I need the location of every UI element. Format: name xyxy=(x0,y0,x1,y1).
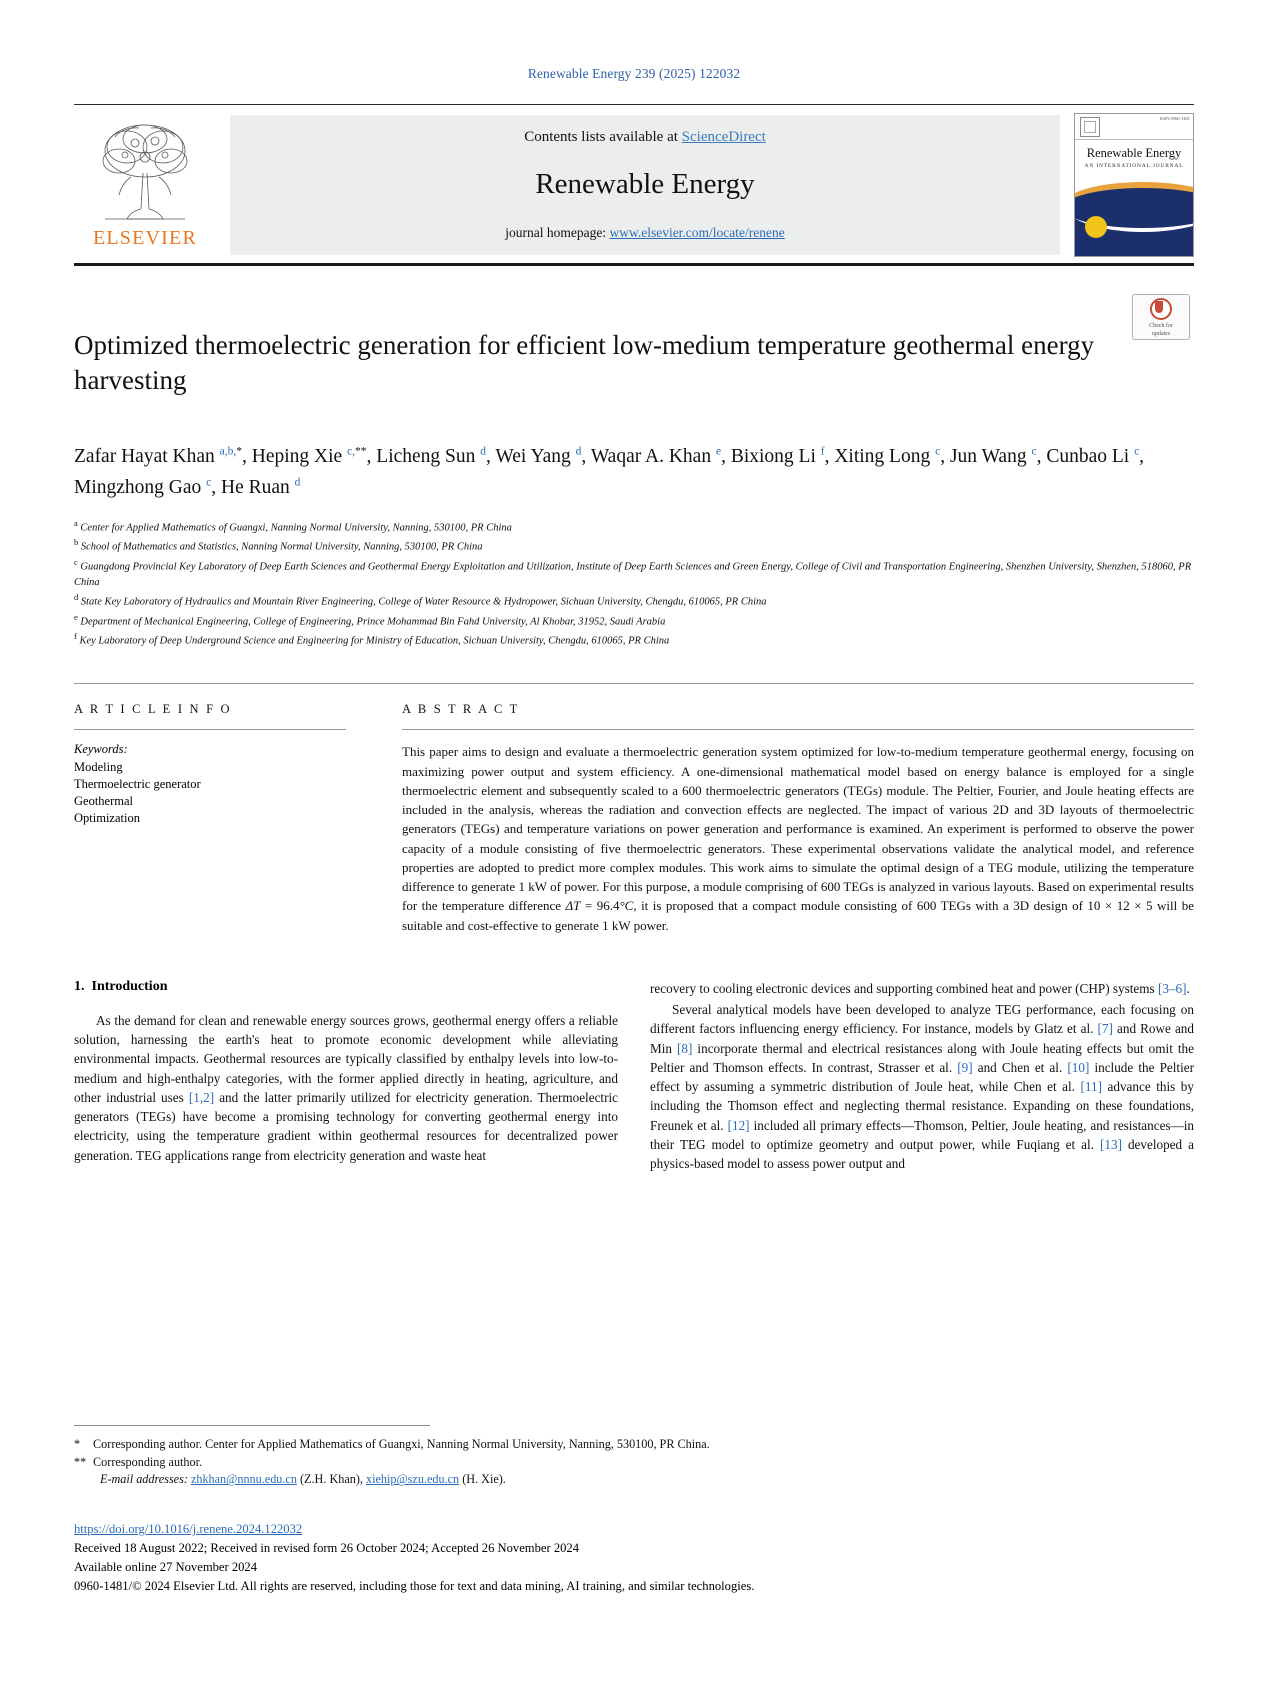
section-number: 1. xyxy=(74,978,85,994)
article-info-column xyxy=(74,702,402,934)
affiliation-label: c xyxy=(74,556,78,567)
cover-subtitle: AN INTERNATIONAL JOURNAL xyxy=(1084,163,1184,169)
footnotes xyxy=(74,1425,784,1489)
paragraph: Several analytical models have been developed to analyze TEG performance, each focusing on different factors influencing energy efficiency. For instance, models by Glatz et al. [7] and Rowe and Min [8] incorporate thermal and electrical resistances along with Joule heating effects but omit the Peltier and Thomson effects. In contrast, Strasser et al. [9] and Chen et al. [10] include the Peltier effect by assuming a symmetric distribution of Joule heat, while Chen et al. [11] advance this by including the Thomson effect and neglecting thermal resistance. Expanding on these foundations, Freunek et al. [12] included all primary effects—Thomson, Peltier, Joule heating, and resistances—in their TEG model to optimize geometry and output power, while Fuqiang et al. [13] developed a physics-based model to assess power output and xyxy=(650,1002,1195,1172)
footnote-emails xyxy=(74,1471,784,1489)
paragraph: As the demand for clean and renewable energy sources grows, geothermal energy offers a reliable solution, harnessing the earth's heat to promote economic development while alleviating environmental impacts. Geothermal resources are typically classified by enthalpy levels into low-to-medium and high-enthalpy categories, with the former applied directly in heating, agriculture, and other industrial uses [1,2] and the latter primarily utilized for electricity generation. Thermoelectric generators (TEGs) have become a promising technology for converting geothermal energy into electricity, using the temperature gradient within geothermal resources for decentralized power generation. TEG applications range from electricity generation and waste heat xyxy=(74,1012,618,1163)
keyword-item: Optimization xyxy=(74,811,140,826)
info-abstract-section xyxy=(74,683,1194,934)
affiliation-text: State Key Laboratory of Hydraulics and Mountain River Engineering, College of Water Resource & Hydropower, Sichuan University, Chengdu, 610065, PR China xyxy=(80,596,767,608)
homepage-line xyxy=(505,225,785,241)
affiliation-item xyxy=(74,556,1194,591)
body-columns xyxy=(74,979,1194,1176)
affiliation-label: a xyxy=(74,517,78,528)
affiliation-text: Department of Mechanical Engineering, College of Engineering, Prince Mohammad Bin Fahd University, Al Khobar, 31952, Saudi Arabia xyxy=(80,616,666,628)
journal-band xyxy=(230,115,1060,255)
email-label: E-mail addresses: xyxy=(100,1472,188,1487)
affiliation-text: Guangdong Provincial Key Laboratory of Deep Earth Sciences and Geothermal Energy Exploitation and Utilization, Institute of Deep Earth Sciences and Green Energy, College of Civil and Transportation Engineering, Shenzhen University, Shenzhen, 518060, PR China xyxy=(74,561,1192,589)
cover-publisher-mark-icon xyxy=(1080,117,1100,137)
elsevier-tree-icon xyxy=(85,117,205,225)
footnote-corresponding-1 xyxy=(74,1436,784,1454)
section-title: Introduction xyxy=(91,978,168,994)
cover-sun-icon xyxy=(1085,216,1107,238)
affiliation-label: d xyxy=(74,592,79,603)
body-left-column xyxy=(74,979,618,1176)
affiliation-item xyxy=(74,611,1194,630)
email-link-1[interactable]: zhkhan@nnnu.edu.cn xyxy=(190,1472,297,1487)
journal-homepage-link[interactable]: www.elsevier.com/locate/renene xyxy=(609,225,785,240)
email-owner-1: (Z.H. Khan), xyxy=(300,1472,363,1487)
journal-cover-thumbnail xyxy=(1074,113,1194,257)
email-link-2[interactable]: xiehip@szu.edu.cn xyxy=(366,1472,460,1487)
page-content xyxy=(74,0,1194,1175)
crossmark-icon xyxy=(1150,298,1172,320)
affiliation-item xyxy=(74,517,1194,536)
sciencedirect-link[interactable]: ScienceDirect xyxy=(681,129,766,145)
section-heading xyxy=(74,979,618,995)
affiliation-item xyxy=(74,630,1194,649)
keyword-item: Thermoelectric generator xyxy=(74,777,201,792)
contents-prefix: Contents lists available at xyxy=(524,129,682,145)
abstract-column xyxy=(402,702,1194,934)
keyword-item: Modeling xyxy=(74,760,123,775)
abstract-text: This paper aims to design and evaluate a thermoelectric generation system optimized for low-to-medium temperature geothermal energy, focusing on maximizing power output and system efficiency. A one-dimensional mathematical model based on energy balance is employed for a single thermoelectric element and subsequently scaled to a 600 thermoelectric generators (TEGs) module. The Peltier, Fourier, and Joule heating effects are included in the analysis, whereas the radiation and convection effects are neglected. The impact of various 2D and 3D layouts of thermoelectric generators (TEGs) and temperature variations on power generation and performance is examined. An experiment is performed to observe the power capacity of a module consisting of five thermoelectric generators. These experimental observations validate the analytical model, and reference properties are adopted to predict more complex modules. This work aims to simulate the optimal design of a TEG module, utilizing the temperature difference to generate 1 kW of power. For this purpose, a module comprising of 600 TEGs is analyzed in various layouts. Based on experimental results for the temperature difference ΔT = 96.4°C, it is proposed that a compact module consisting of 600 TEGs with a 3D design of 10 × 12 × 5 will be suitable and cost-effective to generate 1 kW power. xyxy=(402,744,1194,933)
page-title: Optimized thermoelectric generation for efficient low-medium temperature geothermal energy harvesting xyxy=(74,330,1095,396)
available-online: Available online 27 November 2024 xyxy=(74,1560,258,1575)
affiliation-label: f xyxy=(74,631,77,641)
journal-masthead xyxy=(74,104,1194,266)
paragraph: recovery to cooling electronic devices and supporting combined heat and power (CHP) systems [3–6]. xyxy=(650,980,1190,996)
doi-link[interactable]: https://doi.org/10.1016/j.renene.2024.122032 xyxy=(74,1522,303,1536)
author-list: Zafar Hayat Khan $^{a,b,*}$, Heping Xie $^{c,**}$, Licheng Sun $^d$, Wei Yang $^d$, Waqar A. Khan $^e$, Bixiong Li $^f$, Xiting Long $^c$, Jun Wang $^c$, Cunbao Li $^c$, Mingzhong Gao $^c$, He Ruan $^d$ xyxy=(74,445,1145,498)
affiliation-item xyxy=(74,591,1194,610)
body-right-column xyxy=(650,979,1194,1176)
elsevier-wordmark: ELSEVIER xyxy=(92,227,198,249)
publication-info xyxy=(74,1520,1074,1597)
footnote-text: Corresponding author. xyxy=(93,1454,203,1469)
copyright-line: 0960-1481/© 2024 Elsevier Ltd. All rights are reserved, including those for text and data mining, AI training, and similar technologies. xyxy=(74,1579,755,1594)
affiliation-text: Center for Applied Mathematics of Guangxi, Nanning Normal University, Nanning, 530100, PR China xyxy=(80,522,512,534)
affiliation-label: e xyxy=(74,611,78,622)
affiliation-list xyxy=(74,517,1194,650)
article-info-heading: A R T I C L E I N F O xyxy=(74,702,232,717)
title-row xyxy=(74,310,1194,416)
crossmark-badge[interactable] xyxy=(1132,294,1194,340)
footnote-mark: * xyxy=(74,1437,81,1451)
affiliation-item xyxy=(74,536,1194,555)
keywords-heading: Keywords: xyxy=(74,742,128,757)
footnote-mark: ** xyxy=(74,1454,87,1469)
affiliation-text: Key Laboratory of Deep Underground Science and Engineering for Ministry of Education, Sichuan University, Chengdu, 610065, PR China xyxy=(79,635,670,647)
cover-title: Renewable Energy xyxy=(1086,146,1182,160)
abstract-heading: A B S T R A C T xyxy=(402,702,520,717)
footnote-corresponding-2 xyxy=(74,1454,784,1472)
affiliation-text: School of Mathematics and Statistics, Nanning Normal University, Nanning, 530100, PR China xyxy=(80,541,483,553)
running-head: Renewable Energy 239 (2025) 122032 xyxy=(527,66,741,81)
received-dates: Received 18 August 2022; Received in revised form 26 October 2024; Accepted 26 November 2024 xyxy=(74,1541,580,1556)
keyword-item: Geothermal xyxy=(74,794,134,809)
crossmark-line2: updates xyxy=(1151,330,1171,337)
footnote-text: Corresponding author. Center for Applied Mathematics of Guangxi, Nanning Normal University, Nanning, 530100, PR China. xyxy=(93,1437,710,1451)
journal-title: Renewable Energy xyxy=(535,168,755,200)
crossmark-line1: Check for xyxy=(1149,323,1173,329)
email-owner-2: (H. Xie). xyxy=(462,1472,506,1487)
contents-line xyxy=(524,129,766,146)
homepage-prefix: journal homepage: xyxy=(505,225,610,240)
cover-top-strip xyxy=(1075,114,1193,140)
cover-corner-text: ISSN 0960-1481 xyxy=(1159,116,1190,121)
affiliation-label: b xyxy=(74,537,79,548)
elsevier-logo xyxy=(74,111,216,259)
